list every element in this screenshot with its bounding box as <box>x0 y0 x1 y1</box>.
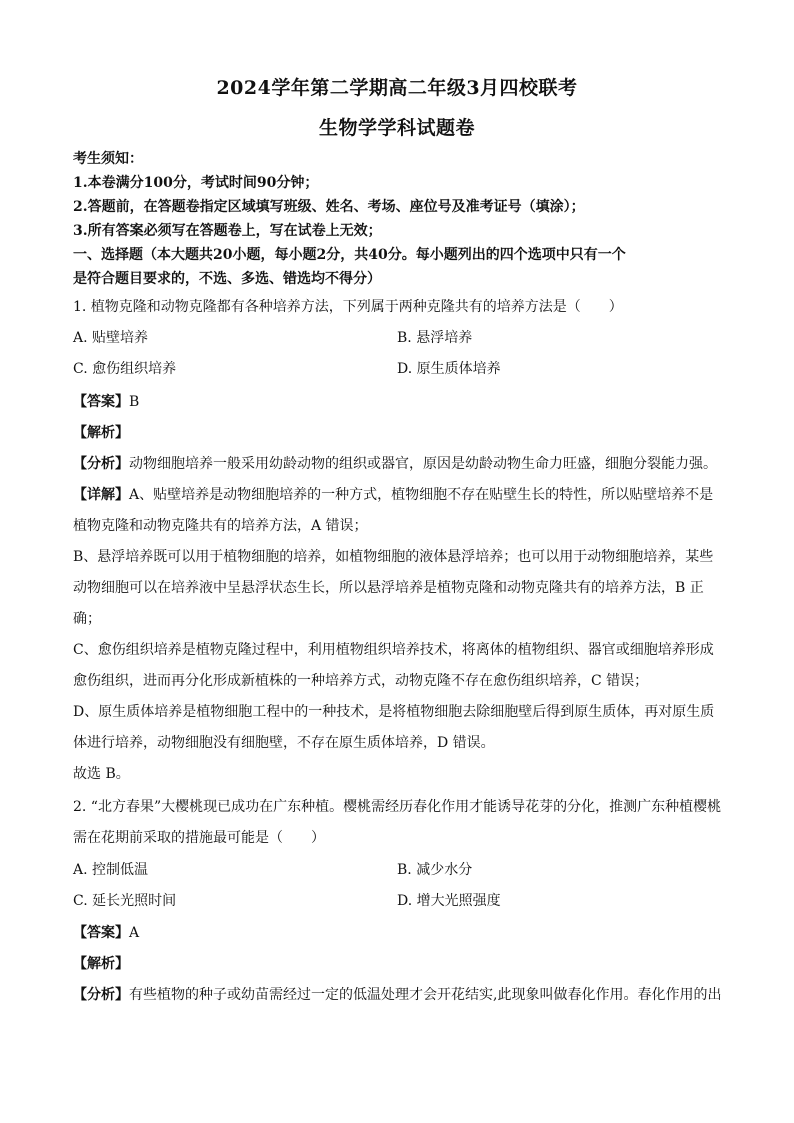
section-heading-line2: 是符合题目要求的，不选、多选、错选均不得分） <box>73 271 381 287</box>
answer-value: B <box>129 394 140 410</box>
q1-xiangjie-line5: 确； <box>73 611 101 627</box>
fenxi-text: 动物细胞培养一般采用幼龄动物的组织或器官，原因是幼龄动物生命力旺盛，细胞分裂能力强。 <box>129 456 717 472</box>
notice-item-2: 2.答题前，在答题卷指定区域填写班级、姓名、考场、座位号及准考证号（填涂）； <box>73 199 585 215</box>
subject-title: 生物学学科试题卷 <box>318 117 475 139</box>
notice-heading: 考生须知： <box>73 151 143 167</box>
q1-option-d: D. 原生质体培养 <box>397 361 501 377</box>
q1-analysis-tag: 【解析】 <box>73 425 129 441</box>
q1-fenxi <box>73 455 728 473</box>
q2-option-d: D. 增大光照强度 <box>397 893 501 909</box>
fenxi-tag: 【分析】 <box>73 456 129 472</box>
q1-option-c: C. 愈伤组织培养 <box>73 361 177 377</box>
fenxi-tag: 【分析】 <box>73 987 129 1003</box>
q2-option-a: A. 控制低温 <box>73 862 149 878</box>
exam-title: 2024学年第二学期高二年级3月四校联考 <box>216 77 578 99</box>
answer-tag: 【答案】 <box>73 394 129 410</box>
xiangjie-text: A、贴壁培养是动物细胞培养的一种方式，植物细胞不存在贴壁生长的特性，所以贴壁培养不是 <box>129 487 714 503</box>
q2-option-b: B. 减少水分 <box>397 862 473 878</box>
q1-xiangjie-line9: 体进行培养，动物细胞没有细胞壁，不存在原生质体培养，D 错误。 <box>73 735 495 751</box>
q2-analysis-tag: 【解析】 <box>73 956 129 972</box>
section-heading-line1: 一、选择题（本大题共20小题，每小题2分，共40分。每小题列出的四个选项中只有一个 <box>73 247 626 263</box>
q2-option-c: C. 延长光照时间 <box>73 893 177 909</box>
q1-xiangjie-line4: 动物细胞可以在培养液中呈悬浮状态生长，所以悬浮培养是植物克隆和动物克隆共有的培养方法，B 正 <box>73 580 704 596</box>
q2-fenxi <box>73 986 728 1004</box>
q2-stem-line2: 需在花期前采取的措施最可能是（ ） <box>73 830 325 846</box>
fenxi-text: 有些植物的种子或幼苗需经过一定的低温处理才会开花结实,此现象叫做春化作用。春化作用的出 <box>129 987 722 1003</box>
answer-value: A <box>129 925 140 941</box>
q1-xiangjie-line7: 愈伤组织，进而再分化形成新植株的一种培养方式，动物克隆不存在愈伤组织培养，C 错误； <box>73 673 649 689</box>
q1-stem: 1. 植物克隆和动物克隆都有各种培养方法，下列属于两种克隆共有的培养方法是（ ） <box>73 299 623 315</box>
q1-answer <box>73 393 728 411</box>
q1-xiangjie-line3: B、悬浮培养既可以用于植物细胞的培养，如植物细胞的液体悬浮培养；也可以用于动物细胞培养，某些 <box>73 549 714 565</box>
q1-option-b: B. 悬浮培养 <box>397 330 473 346</box>
q2-stem-line1: 2. “北方春果”大樱桃现已成功在广东种植。樱桃需经历春化作用才能诱导花芽的分化，推测广东种植樱桃 <box>73 799 722 815</box>
answer-tag: 【答案】 <box>73 925 129 941</box>
q1-xiangjie-line8: D、原生质体培养是植物细胞工程中的一种技术，是将植物细胞去除细胞壁后得到原生质体，再对原生质 <box>73 704 715 720</box>
q2-answer <box>73 924 728 942</box>
q1-xiangjie-line2: 植物克隆和动物克隆共有的培养方法，A 错误； <box>73 518 368 534</box>
q1-xiangjie-line6: C、愈伤组织培养是植物克隆过程中，利用植物组织培养技术，将离体的植物组织、器官或细胞培养形成 <box>73 642 714 658</box>
q1-option-a: A. 贴壁培养 <box>73 330 149 346</box>
xiangjie-tag: 【详解】 <box>73 487 129 503</box>
q1-conclusion: 故选 B。 <box>73 766 130 782</box>
notice-item-1: 1.本卷满分100分，考试时间90分钟； <box>73 175 319 191</box>
notice-item-3: 3.所有答案必须写在答题卷上，写在试卷上无效； <box>73 223 382 239</box>
q1-xiangjie-line1 <box>73 486 728 504</box>
